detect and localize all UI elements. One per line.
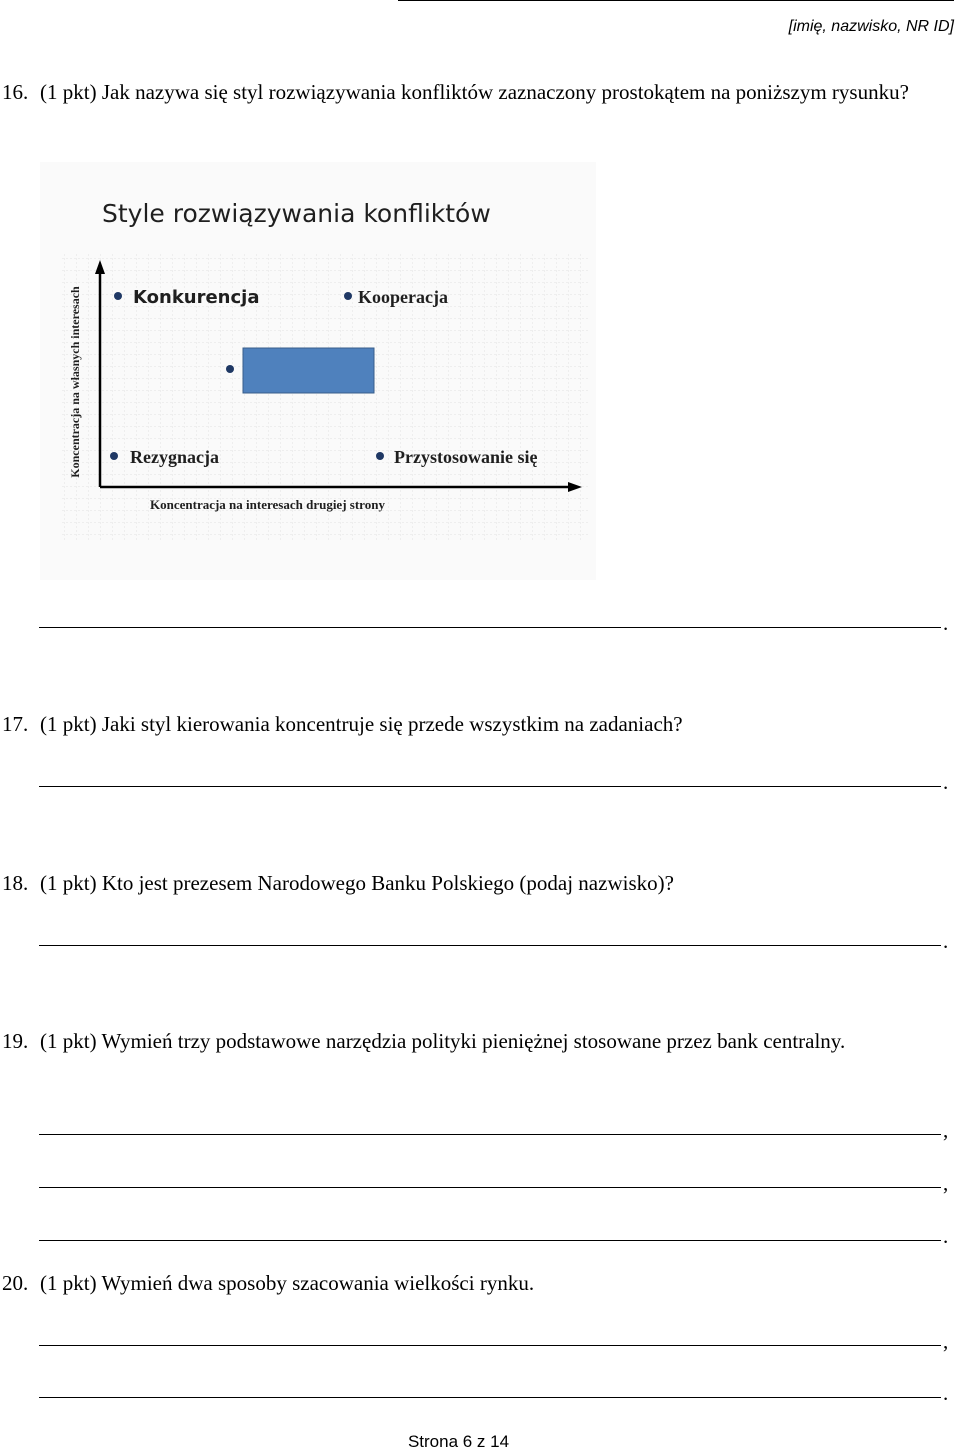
bullet-icon [376,452,384,460]
answer-line[interactable] [39,1345,941,1346]
answer-line[interactable] [39,786,941,787]
answer-punctuation: . [943,1381,949,1405]
style-rezygnacja: Rezygnacja [130,447,219,467]
question-text: (1 pkt) Jaki styl kierowania koncentruje się przede wszystkim na zadaniach? [40,712,683,736]
answer-line[interactable] [39,945,941,946]
question-number: 17. [2,712,29,736]
answer-line[interactable] [39,1240,941,1241]
answer-line[interactable] [39,1187,941,1188]
student-id-placeholder: [imię, nazwisko, NR ID] [788,18,954,35]
page-number: Strona 6 z 14 [407,1432,510,1451]
header-rule [398,0,954,1]
x-axis-label: Koncentracja na interesach drugiej strony [150,497,385,512]
conflict-styles-figure [40,162,596,580]
question-number: 19. [2,1029,29,1053]
answer-punctuation: . [943,929,949,953]
figure-title: Style rozwiązywania konfliktów [102,199,491,228]
question-20 [2,1267,956,1299]
y-axis-label: Koncentracja na własnych interesach [68,286,82,478]
answer-punctuation: . [943,1224,949,1248]
answer-line[interactable] [39,627,941,628]
answer-line[interactable] [39,1397,941,1398]
bullet-icon [226,365,234,373]
question-number: 20. [2,1271,29,1295]
answer-punctuation: . [943,611,949,635]
answer-line[interactable] [39,1134,941,1135]
bullet-icon [110,452,118,460]
question-16 [2,76,956,108]
answer-punctuation: , [943,1171,949,1195]
question-18 [2,867,956,899]
question-text: (1 pkt) Kto jest prezesem Narodowego Banku Polskiego (podaj nazwisko)? [40,871,674,895]
question-17 [2,708,956,740]
bullet-icon [344,292,352,300]
style-przystosowanie: Przystosowanie się [394,447,538,467]
bullet-icon [114,292,122,300]
question-number: 18. [2,871,29,895]
question-text: (1 pkt) Wymień dwa sposoby szacowania wielkości rynku. [40,1271,535,1295]
style-kooperacja: Kooperacja [358,287,448,307]
answer-punctuation: , [943,1329,949,1353]
highlighted-style-rectangle [243,348,374,393]
question-text: (1 pkt) Jak nazywa się styl rozwiązywania konfliktów zaznaczony prostokątem na poniższym rysunku? [40,80,909,104]
answer-punctuation: , [943,1118,949,1142]
question-text: (1 pkt) Wymień trzy podstawowe narzędzia polityki pieniężnej stosowane przez bank centralny. [40,1029,846,1053]
answer-punctuation: . [943,770,949,794]
question-number: 16. [2,80,29,104]
style-konkurencja: Konkurencja [133,287,260,308]
question-19 [2,1025,956,1057]
